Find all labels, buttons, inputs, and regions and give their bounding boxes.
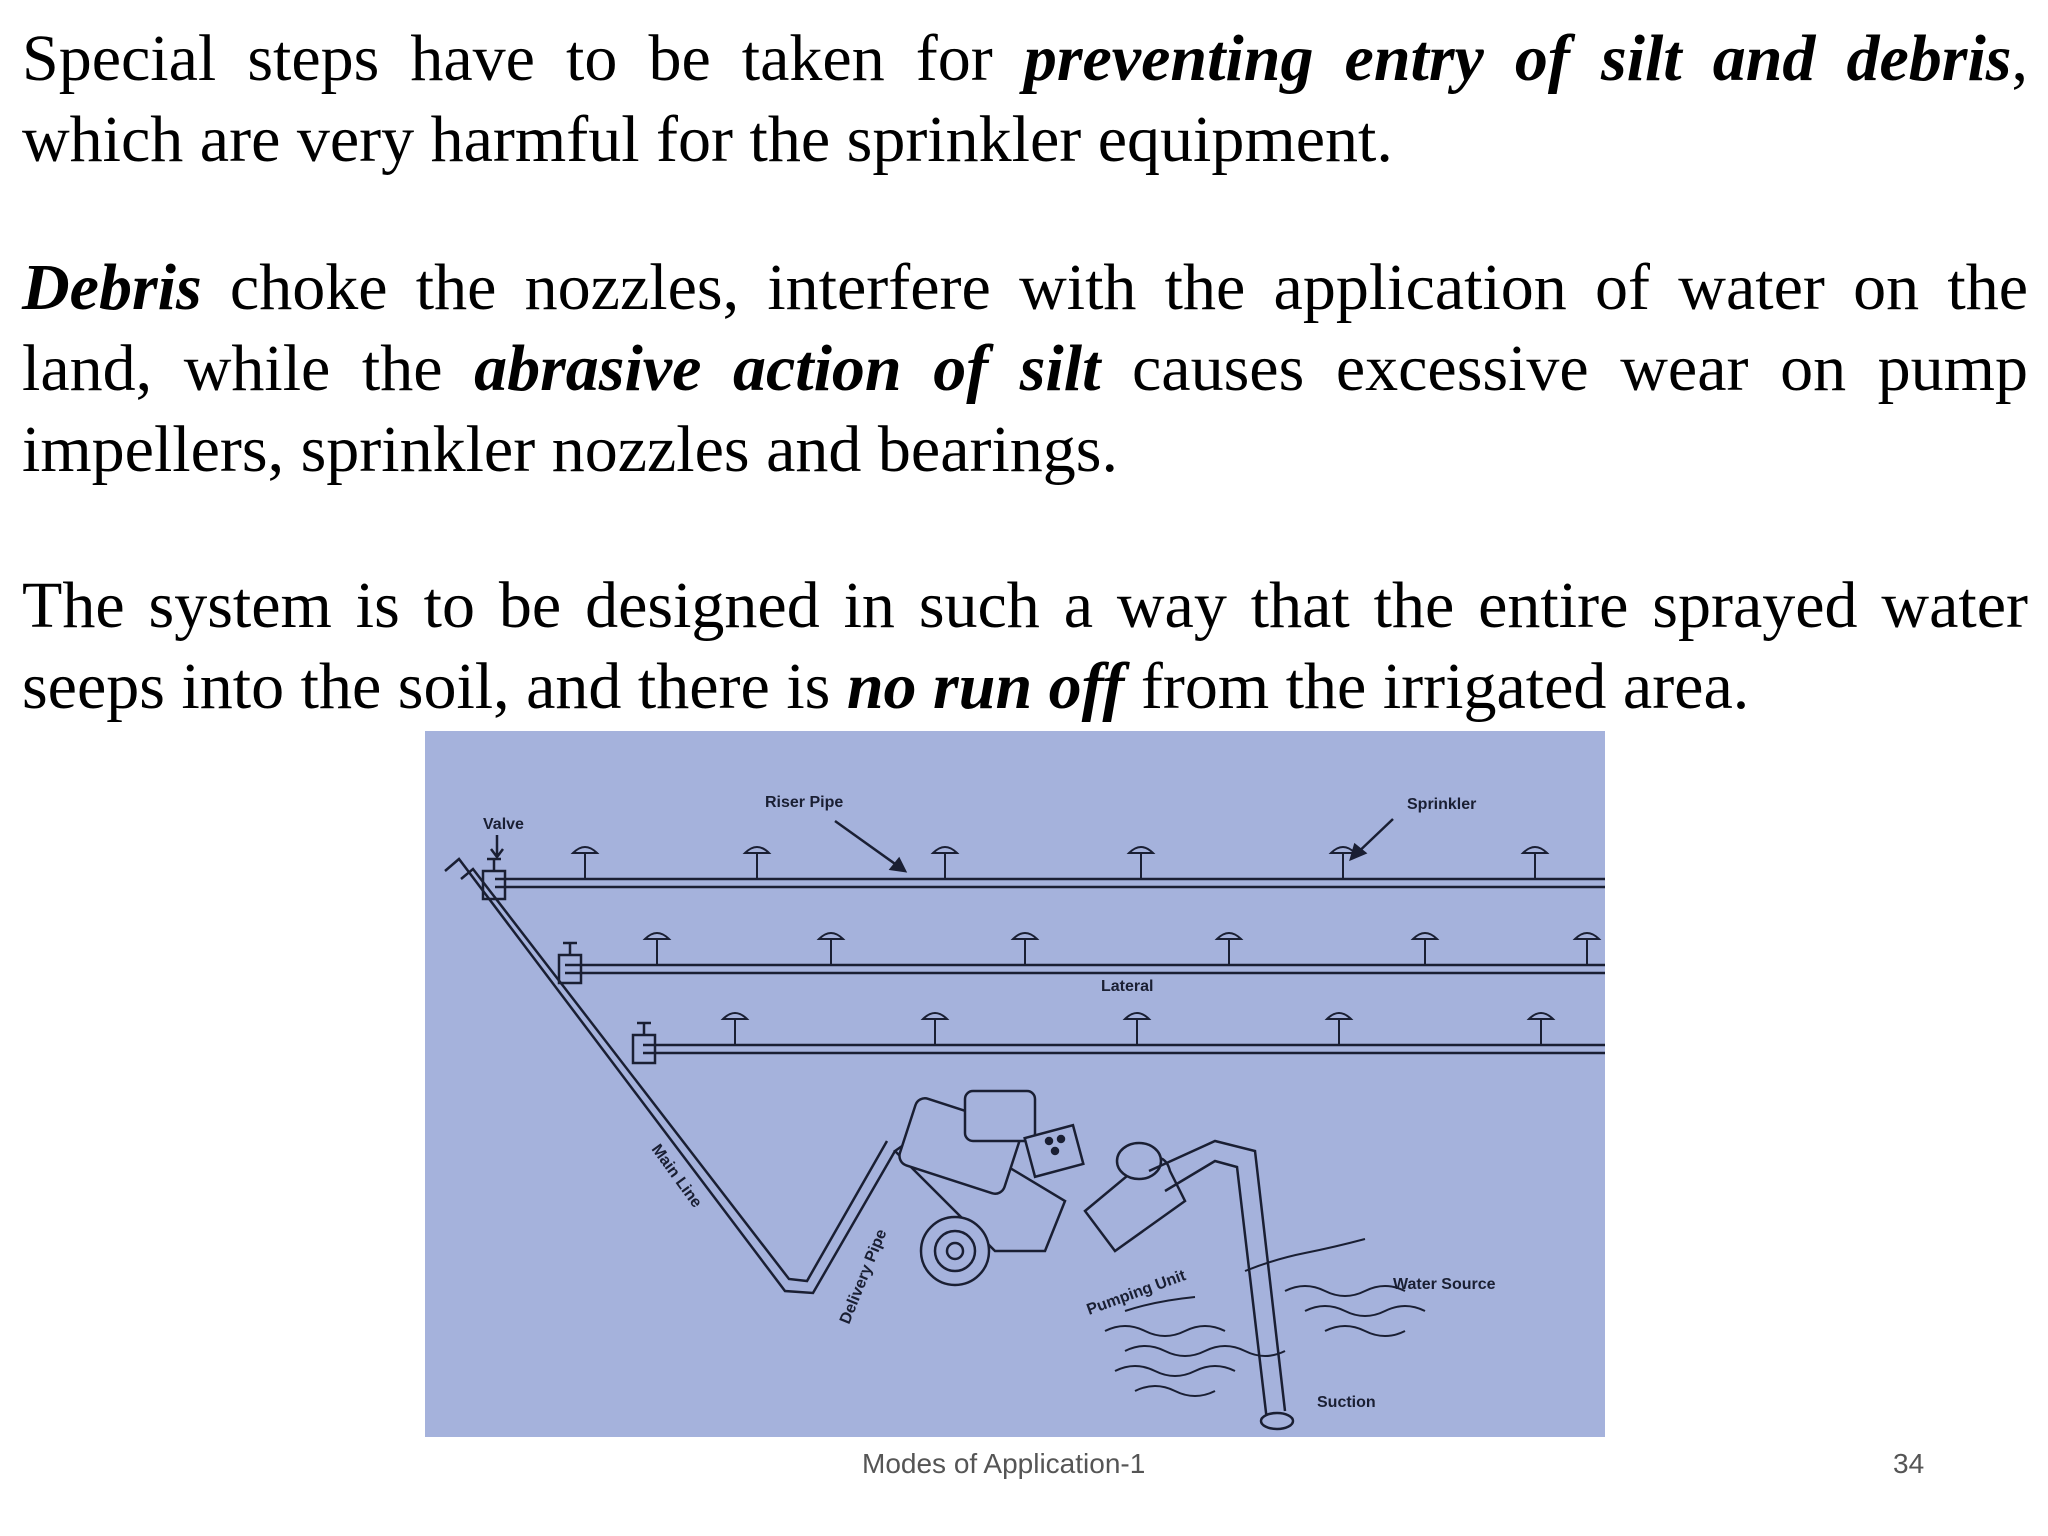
lateral-pipe-3 <box>643 1045 1605 1053</box>
sprinkler-icon <box>1413 933 1437 965</box>
emphasized-text: preventing entry of silt and debris <box>1023 22 2012 95</box>
paragraph-silt-debris <box>22 18 2028 180</box>
text-segment: The system is to be designed in such a way that the entire sprayed water seeps into the soil, and there is <box>22 569 2028 723</box>
sprinkler-icon <box>745 847 769 879</box>
label-riser-pipe: Riser Pipe <box>765 794 844 811</box>
sprinkler-icon <box>933 847 957 879</box>
pumping-unit <box>895 1091 1293 1429</box>
text-segment: , which are very harmful for the sprinkler equipment. <box>22 22 2028 176</box>
text-segment: from the irrigated area. <box>1124 650 1750 723</box>
sprinkler-icon <box>1327 1013 1351 1045</box>
sprinkler-icon <box>1013 933 1037 965</box>
label-sprinkler: Sprinkler <box>1407 796 1477 813</box>
text-segment: Special steps have to be taken for <box>22 22 1024 95</box>
sprinkler-icon <box>1523 847 1547 879</box>
sprinkler-icon <box>1331 847 1355 879</box>
sprinkler-icon <box>645 933 669 965</box>
lateral-pipe-2 <box>565 965 1605 973</box>
sprinkler-icon <box>1129 847 1153 879</box>
label-main-line: Main Line <box>647 1141 705 1212</box>
sprinklers <box>573 847 1599 1045</box>
footer-title: Modes of Application-1 <box>862 1448 1146 1479</box>
valve-3 <box>633 1035 655 1063</box>
emphasized-text: no run off <box>846 650 1125 723</box>
sprinkler-icon <box>573 847 597 879</box>
label-suction: Suction <box>1317 1394 1376 1411</box>
sprinkler-system-diagram <box>425 731 1605 1437</box>
lateral-pipe-1 <box>495 879 1605 887</box>
paragraph-debris-effects <box>22 247 2028 490</box>
label-water-source: Water Source <box>1393 1276 1496 1293</box>
page-number: 34 <box>1893 1448 1925 1479</box>
sprinkler-icon <box>1529 1013 1553 1045</box>
main-line-pipe <box>445 859 895 1293</box>
water-waves <box>1105 1239 1425 1396</box>
sprinkler-icon <box>923 1013 947 1045</box>
sprinkler-icon <box>819 933 843 965</box>
text-segment: causes excessive wear on pump impellers, sprinkler nozzles and bearings. <box>22 332 2028 486</box>
label-valve: Valve <box>483 816 524 833</box>
emphasized-text: Debris <box>22 251 202 324</box>
emphasized-text: abrasive action of silt <box>474 332 1101 405</box>
valve-2 <box>559 955 581 983</box>
sprinkler-icon <box>723 1013 747 1045</box>
sprinkler-icon <box>1217 933 1241 965</box>
label-delivery-pipe: Delivery Pipe <box>836 1226 891 1327</box>
sprinkler-icon <box>1575 933 1599 965</box>
text-segment: choke the nozzles, interfere with the application of water on the land, while the <box>22 251 2028 405</box>
paragraph-no-runoff <box>22 565 2028 727</box>
label-lateral: Lateral <box>1101 978 1154 995</box>
sprinkler-icon <box>1125 1013 1149 1045</box>
label-pumping-unit: Pumping Unit <box>1084 1267 1189 1319</box>
